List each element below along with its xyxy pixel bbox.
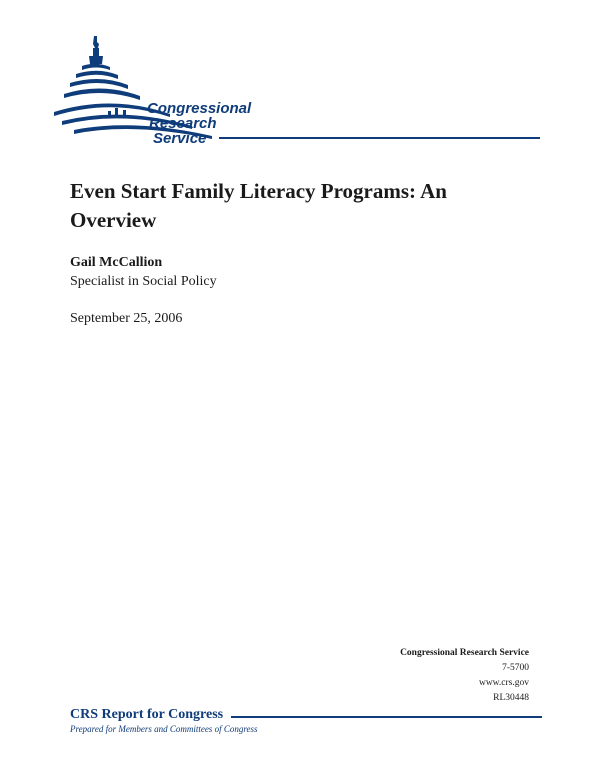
document-title: Even Start Family Literacy Programs: An Overview <box>70 179 447 232</box>
publication-date: September 25, 2006 <box>70 311 183 326</box>
logo-line-service: Service <box>153 130 207 147</box>
crs-phone: 7-5700 <box>502 663 529 673</box>
logo-line-congressional: Congressional <box>147 100 252 117</box>
footer-report-title: CRS Report for Congress <box>70 707 224 722</box>
crs-website-link[interactable]: www.crs.gov <box>478 678 529 688</box>
logo-line-research: Research <box>149 115 217 132</box>
crs-logo-wordmark <box>147 101 251 146</box>
crs-contact-block <box>400 646 529 706</box>
footer-divider <box>231 716 542 718</box>
footer-subtitle: Prepared for Members and Committees of Congress <box>70 724 258 734</box>
author-role: Specialist in Social Policy <box>70 274 217 289</box>
report-number: RL30448 <box>493 693 529 703</box>
header-divider <box>219 137 540 139</box>
author-name: Gail McCallion <box>70 255 163 270</box>
crs-organization: Congressional Research Service <box>400 648 529 658</box>
